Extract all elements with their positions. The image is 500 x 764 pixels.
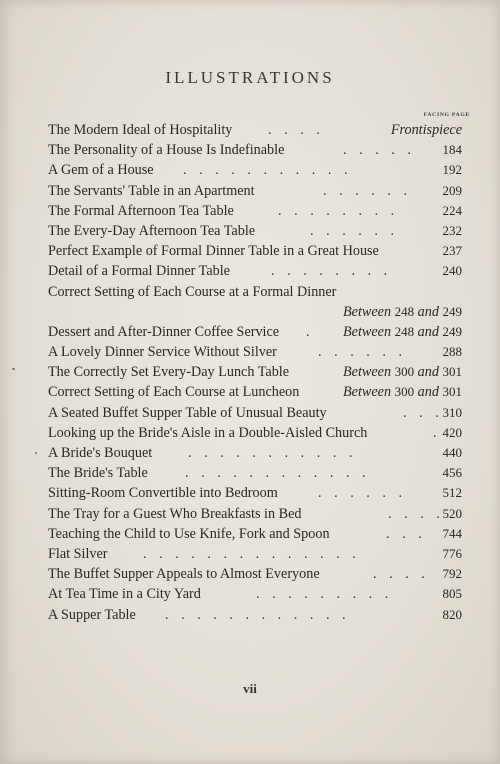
illustration-entry xyxy=(48,221,470,241)
entry-title: The Modern Ideal of Hospitality xyxy=(48,122,233,138)
entry-page-number: 420 xyxy=(442,424,462,440)
entry-page-number: 184 xyxy=(442,142,462,158)
range-word: Between xyxy=(343,303,392,320)
entry-title: A Supper Table xyxy=(48,606,136,623)
entry-title: At Tea Time in a City Yard xyxy=(48,586,201,603)
entry-title: Perfect Example of Formal Dinner Table in a Great House xyxy=(48,243,379,260)
illustrations-list xyxy=(48,120,470,625)
range-and: and xyxy=(417,384,439,401)
dot-leader: . . . . xyxy=(373,566,430,583)
entry-page-number: 209 xyxy=(442,182,462,198)
dot-leader: . . . . . . . . . . . . . . xyxy=(143,545,361,562)
facing-page-label: FACING PAGE xyxy=(423,112,470,118)
entry-page-number: 512 xyxy=(442,485,462,501)
illustration-entry xyxy=(48,302,470,322)
entry-title: Dessert and After-Dinner Coffee Service xyxy=(48,323,280,340)
dot-leader: . . . . . . xyxy=(318,344,407,361)
illustration-entry xyxy=(48,504,470,524)
page-number: vii xyxy=(243,681,257,696)
range-from: 300 xyxy=(394,364,415,380)
entry-page-number: 288 xyxy=(442,344,462,360)
illustration-entry xyxy=(48,261,470,281)
illustration-entry xyxy=(48,544,470,564)
entry-title: The Formal Afternoon Tea Table xyxy=(48,202,234,219)
entry-page-range xyxy=(343,322,462,342)
range-word: Between xyxy=(343,364,392,381)
entry-title: The Personality of a House Is Indefinable xyxy=(48,142,285,159)
illustration-entry xyxy=(48,201,470,221)
illustration-entry xyxy=(48,403,470,423)
illustration-entry xyxy=(48,564,470,584)
dot-leader: . . . . xyxy=(268,122,325,138)
entry-title: A Bride's Bouquet xyxy=(48,445,153,461)
range-to: 249 xyxy=(442,323,462,339)
illustration-entry xyxy=(48,342,470,362)
illustration-entry xyxy=(48,382,470,402)
entry-title: Correct Setting of Each Course at Luncheon xyxy=(48,384,300,401)
illustration-entry xyxy=(48,483,470,503)
entry-page-range xyxy=(343,382,462,402)
illustration-entry xyxy=(48,160,470,180)
dot-leader: . . . . . . . . . . . . xyxy=(185,465,371,482)
illustration-entry xyxy=(48,605,470,625)
dot-leader: . xyxy=(306,323,315,340)
illustration-entry xyxy=(48,282,470,302)
page-heading: ILLUSTRATIONS xyxy=(165,68,335,87)
entry-page-number: 440 xyxy=(442,445,462,460)
entry-page-number: 232 xyxy=(442,222,462,238)
range-from: 300 xyxy=(394,384,415,400)
entry-page-number: 820 xyxy=(442,606,462,622)
dot-leader: . . . . . . xyxy=(310,222,399,239)
dot-leader: . . . . . xyxy=(343,142,416,159)
illustration-entry xyxy=(48,423,470,443)
dot-leader: . . . . . . . . . . . . xyxy=(165,606,351,623)
entry-page-number: 792 xyxy=(442,566,462,582)
illustration-entry xyxy=(48,120,470,140)
entry-page-number: 192 xyxy=(442,162,462,178)
range-to: 301 xyxy=(442,384,462,400)
illustration-entry xyxy=(48,524,470,544)
range-to: 301 xyxy=(442,364,462,380)
entry-page-range xyxy=(343,362,462,382)
entry-page-number: 520 xyxy=(442,505,462,521)
entry-title: Looking up the Bride's Aisle in a Double-Aisled Church xyxy=(48,424,368,441)
range-from: 248 xyxy=(394,323,415,339)
dot-leader: . . . . . . . . . . . xyxy=(183,162,352,179)
entry-title: Sitting-Room Convertible into Bedroom xyxy=(48,485,278,502)
illustration-entry xyxy=(48,584,470,604)
entry-title: Correct Setting of Each Course at a Formal Dinner xyxy=(48,283,337,300)
dot-leader: . . . xyxy=(386,525,427,542)
illustration-entry xyxy=(48,181,470,201)
entry-page-number: 237 xyxy=(442,243,462,259)
dot-leader: . . . . . . . . xyxy=(271,263,392,280)
range-and: and xyxy=(417,323,439,340)
illustration-entry xyxy=(48,362,470,382)
entry-page-number: 805 xyxy=(442,586,462,602)
range-from: 248 xyxy=(394,303,415,319)
dot-leader: . . . . . . . . xyxy=(278,202,399,219)
range-word: Between xyxy=(343,323,392,340)
entry-title: Detail of a Formal Dinner Table xyxy=(48,263,230,280)
dot-leader: . . . . . . xyxy=(318,485,407,502)
entry-title: The Tray for a Guest Who Breakfasts in Bed xyxy=(48,505,302,522)
entry-title: The Servants' Table in an Apartment xyxy=(48,182,255,199)
entry-title: Teaching the Child to Use Knife, Fork and Spoon xyxy=(48,525,330,542)
range-word: Between xyxy=(343,384,392,401)
range-to: 249 xyxy=(442,303,462,319)
entry-title: A Seated Buffet Supper Table of Unusual Beauty xyxy=(48,404,327,421)
entry-title: The Correctly Set Every-Day Lunch Table xyxy=(48,364,290,381)
dot-leader: . xyxy=(433,424,442,441)
entry-title: The Bride's Table xyxy=(48,465,148,482)
entry-page-number: 744 xyxy=(442,525,462,541)
illustration-entry xyxy=(48,443,470,463)
dot-leader: . . . . . . xyxy=(323,182,412,199)
illustration-entry xyxy=(48,322,470,342)
range-and: and xyxy=(417,364,439,381)
entry-title: A Gem of a House xyxy=(48,162,154,179)
illustration-entry xyxy=(48,463,470,483)
paper-speck xyxy=(35,452,37,454)
entry-title: The Every-Day Afternoon Tea Table xyxy=(48,222,256,239)
dot-leader: . . . xyxy=(403,404,444,421)
entry-title: Flat Silver xyxy=(48,545,108,562)
paper-speck xyxy=(12,368,15,370)
entry-page-range xyxy=(343,302,462,322)
entry-page-label: Frontispiece xyxy=(390,122,462,138)
entry-title: The Buffet Supper Appeals to Almost Everyone xyxy=(48,566,320,583)
entry-title: A Lovely Dinner Service Without Silver xyxy=(48,344,277,361)
dot-leader: . . . . xyxy=(388,505,445,522)
entry-page-number: 310 xyxy=(442,404,462,420)
entry-page-number: 456 xyxy=(442,465,462,481)
range-and: and xyxy=(417,303,439,320)
illustration-entry xyxy=(48,241,470,261)
illustration-entry xyxy=(48,140,470,160)
entry-page-number: 240 xyxy=(442,263,462,279)
entry-page-number: 776 xyxy=(442,545,462,561)
dot-leader: . . . . . . . . . . . xyxy=(188,445,357,461)
entry-page-number: 224 xyxy=(442,202,462,218)
dot-leader: . . . . . . . . . xyxy=(256,586,393,603)
